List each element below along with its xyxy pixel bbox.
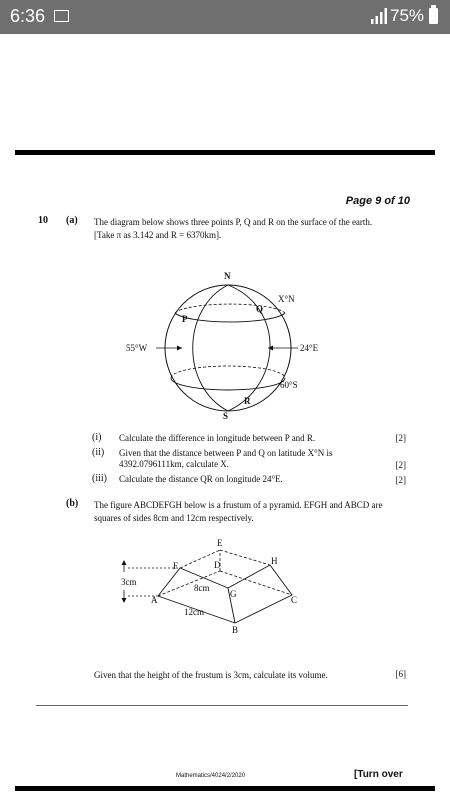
footer-paper-code: Mathematics/4024/2/2020	[176, 773, 246, 779]
answer-line	[36, 705, 408, 706]
item-i-marks: [2]	[395, 433, 406, 443]
question-number: 10	[38, 215, 48, 226]
label-longitude-east: 24°E	[300, 343, 319, 353]
label-point-r: R	[244, 396, 251, 406]
label-vertex-e: E	[217, 538, 223, 548]
label-vertex-c: C	[291, 595, 298, 605]
label-top-side: 8cm	[194, 583, 210, 593]
part-a-line-2: [Take π as 3.142 and R = 6370km].	[94, 230, 222, 240]
label-point-p: P	[182, 314, 188, 324]
label-point-q: Q	[256, 304, 264, 314]
label-north: N	[224, 271, 231, 281]
label-vertex-d: D	[214, 560, 221, 570]
part-a-line-1: The diagram below shows three points P, Q and R on the surface of the earth.	[94, 217, 373, 227]
page-number: Page 9 of 10	[345, 195, 410, 207]
item-iii-marks: [2]	[395, 475, 406, 485]
signal-icon	[370, 8, 388, 24]
item-ii-label: (ii)	[92, 447, 105, 458]
item-i-text: Calculate the difference in longitude between P and R.	[119, 433, 316, 443]
part-b-line-1: The figure ABCDEFGH below is a frustum of a pyramid. EFGH and ABCD are	[94, 500, 383, 510]
status-bar	[0, 0, 450, 34]
page-header-rule	[15, 150, 435, 155]
battery-icon	[429, 8, 438, 24]
battery-percentage: 75%	[390, 6, 425, 25]
footer-turn-over: [Turn over	[354, 769, 403, 780]
label-longitude-west: 55°W	[126, 343, 148, 353]
item-ii-line-2: 4392.0796111km, calculate X.	[119, 459, 230, 469]
part-a-label: (a)	[66, 215, 78, 226]
item-ii-line-1: Given that the distance between P and Q on latitude X°N is	[119, 448, 333, 458]
part-b-marks: [6]	[395, 669, 406, 679]
label-vertex-f: F	[173, 561, 179, 571]
part-b-line-2: squares of sides 8cm and 12cm respectively.	[94, 513, 254, 523]
label-south: S	[223, 411, 229, 421]
page-footer-rule	[15, 786, 435, 791]
label-bottom-side: 12cm	[184, 607, 204, 617]
item-iii-text: Calculate the distance QR on longitude 24°E.	[119, 474, 283, 484]
part-b-closing: Given that the height of the frustum is 3cm, calculate its volume.	[94, 670, 328, 680]
gallery-notification-icon	[54, 10, 69, 22]
label-vertex-h: H	[271, 556, 278, 566]
label-latitude-south: 60°S	[280, 380, 298, 390]
frustum-diagram	[110, 535, 320, 637]
earth-sphere-diagram	[110, 268, 350, 428]
label-height: 3cm	[121, 577, 137, 587]
item-i-label: (i)	[92, 432, 102, 443]
label-vertex-b: B	[232, 625, 239, 635]
label-latitude-north: X°N	[278, 294, 295, 304]
label-vertex-g: G	[230, 589, 237, 599]
part-b-label: (b)	[66, 498, 79, 509]
item-iii-label: (iii)	[92, 473, 107, 484]
label-vertex-a: A	[151, 595, 158, 605]
status-time: 6:36	[10, 6, 46, 26]
item-ii-marks: [2]	[395, 460, 406, 470]
